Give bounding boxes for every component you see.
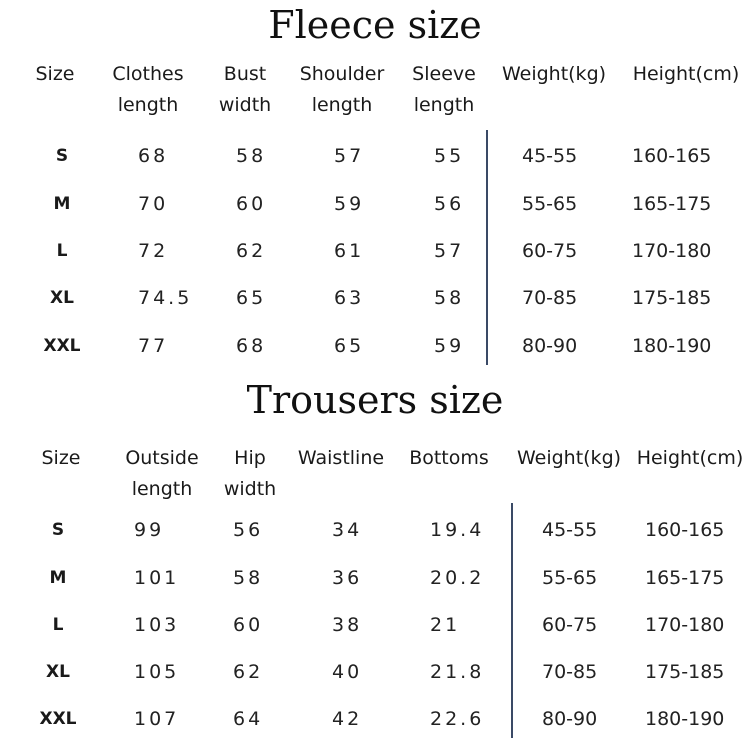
trousers-header-5: [499, 443, 639, 474]
fleece-header-3-line-1: length: [311, 94, 373, 116]
fleece-cell: 59: [334, 193, 365, 215]
fleece-cell: 57: [434, 240, 465, 262]
trousers-cell: 107: [134, 708, 180, 730]
trousers-header-4-line-0: Bottoms: [409, 447, 489, 469]
trousers-cell: 101: [134, 567, 180, 589]
trousers-header-0-line-0: Size: [41, 447, 81, 469]
trousers-size-label: M: [49, 568, 67, 588]
trousers-header-1-line-1: length: [131, 478, 193, 500]
fleece-cell: 59: [434, 335, 465, 357]
fleece-cell: 175-185: [632, 287, 712, 309]
fleece-size-label: M: [53, 194, 71, 214]
trousers-cell: 170-180: [645, 614, 725, 636]
trousers-header-3-line-0: Waistline: [297, 447, 385, 469]
fleece-header-5-line-0: Weight(kg): [501, 63, 607, 85]
fleece-column-divider: [486, 130, 488, 365]
fleece-header-4-line-0: Sleeve: [412, 63, 476, 85]
fleece-cell: 80-90: [522, 335, 578, 357]
fleece-header-6-line-0: Height(cm): [632, 63, 740, 85]
trousers-cell: 62: [233, 661, 264, 683]
fleece-cell: 170-180: [632, 240, 712, 262]
fleece-cell: 74.5: [138, 287, 193, 309]
fleece-size-label: L: [56, 241, 68, 261]
trousers-size-title: Trousers size: [246, 378, 504, 422]
trousers-header-2-line-1: width: [223, 478, 277, 500]
fleece-header-2-line-1: width: [218, 94, 272, 116]
trousers-cell: 42: [332, 708, 363, 730]
trousers-size-label: L: [52, 615, 64, 635]
trousers-cell: 55-65: [542, 567, 598, 589]
trousers-cell: 58: [233, 567, 264, 589]
trousers-size-label: S: [51, 520, 65, 540]
trousers-cell: 80-90: [542, 708, 598, 730]
fleece-cell: 70-85: [522, 287, 578, 309]
trousers-cell: 105: [134, 661, 180, 683]
fleece-cell: 180-190: [632, 335, 712, 357]
trousers-cell: 180-190: [645, 708, 725, 730]
trousers-cell: 45-55: [542, 519, 598, 541]
trousers-cell: 36: [332, 567, 363, 589]
trousers-header-6-line-0: Height(cm): [636, 447, 744, 469]
fleece-cell: 165-175: [632, 193, 712, 215]
trousers-cell: 160-165: [645, 519, 725, 541]
trousers-header-2-line-0: Hip: [234, 447, 266, 469]
trousers-cell: 19.4: [430, 519, 485, 541]
trousers-cell: 99: [134, 519, 165, 541]
trousers-cell: 34: [332, 519, 363, 541]
fleece-cell: 61: [334, 240, 365, 262]
trousers-cell: 40: [332, 661, 363, 683]
trousers-cell: 21: [430, 614, 461, 636]
fleece-cell: 65: [236, 287, 267, 309]
trousers-header-5-line-0: Weight(kg): [516, 447, 622, 469]
trousers-column-divider: [511, 503, 513, 738]
fleece-cell: 56: [434, 193, 465, 215]
fleece-cell: 72: [138, 240, 169, 262]
fleece-cell: 63: [334, 287, 365, 309]
fleece-cell: 60-75: [522, 240, 578, 262]
fleece-cell: 68: [138, 145, 169, 167]
trousers-header-1-line-0: Outside: [125, 447, 199, 469]
fleece-cell: 70: [138, 193, 169, 215]
trousers-cell: 21.8: [430, 661, 485, 683]
fleece-header-5: [484, 59, 624, 90]
fleece-cell: 45-55: [522, 145, 578, 167]
fleece-size-label: XXL: [43, 336, 81, 356]
fleece-cell: 58: [236, 145, 267, 167]
fleece-cell: 160-165: [632, 145, 712, 167]
trousers-size-label: XL: [46, 662, 70, 682]
trousers-cell: 64: [233, 708, 264, 730]
fleece-header-6: [616, 59, 750, 90]
fleece-cell: 55: [434, 145, 465, 167]
fleece-size-label: S: [55, 146, 69, 166]
trousers-cell: 60-75: [542, 614, 598, 636]
fleece-cell: 65: [334, 335, 365, 357]
trousers-cell: 70-85: [542, 661, 598, 683]
fleece-cell: 68: [236, 335, 267, 357]
trousers-size-label: XXL: [39, 709, 77, 729]
trousers-cell: 38: [332, 614, 363, 636]
trousers-header-4: [379, 443, 519, 474]
fleece-header-2-line-0: Bust: [223, 63, 267, 85]
trousers-cell: 56: [233, 519, 264, 541]
fleece-cell: 62: [236, 240, 267, 262]
trousers-cell: 175-185: [645, 661, 725, 683]
fleece-header-4-line-1: length: [413, 94, 475, 116]
fleece-header-1-line-0: Clothes: [112, 63, 184, 85]
trousers-header-6: [620, 443, 750, 474]
fleece-cell: 58: [434, 287, 465, 309]
trousers-cell: 20.2: [430, 567, 485, 589]
trousers-cell: 103: [134, 614, 180, 636]
fleece-header-1-line-1: length: [117, 94, 179, 116]
trousers-cell: 165-175: [645, 567, 725, 589]
fleece-cell: 77: [138, 335, 169, 357]
fleece-cell: 60: [236, 193, 267, 215]
trousers-cell: 60: [233, 614, 264, 636]
fleece-size-label: XL: [50, 288, 74, 308]
fleece-cell: 55-65: [522, 193, 578, 215]
fleece-header-3-line-0: Shoulder: [299, 63, 385, 85]
trousers-cell: 22.6: [430, 708, 485, 730]
fleece-size-title: Fleece size: [268, 3, 482, 47]
fleece-cell: 57: [334, 145, 365, 167]
fleece-header-0-line-0: Size: [35, 63, 75, 85]
